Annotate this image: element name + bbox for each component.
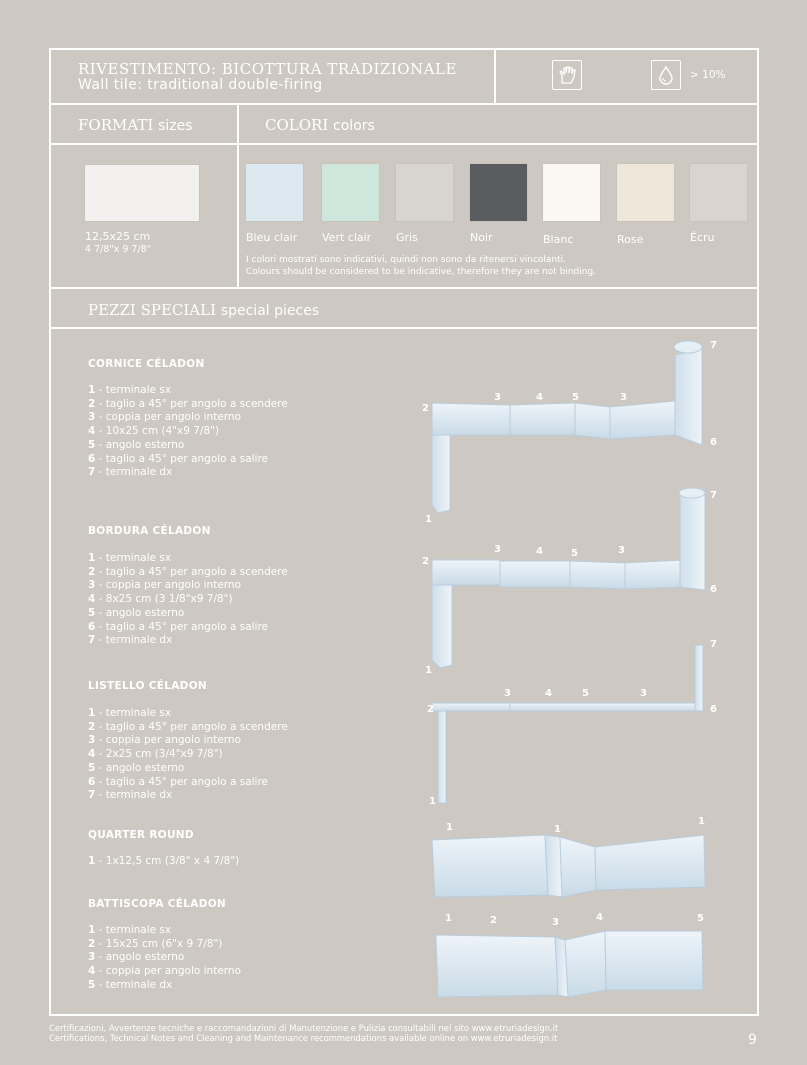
item-text: - coppia per angolo interno — [95, 579, 241, 592]
swatch-blanc — [543, 164, 600, 221]
formats-title-it: FORMATI — [78, 116, 154, 134]
page-subtitle: Wall tile: traditional double-firing — [78, 77, 323, 93]
item-text: - terminale dx — [95, 978, 173, 991]
item-number: 1 — [88, 552, 96, 564]
page-number: 9 — [748, 1032, 757, 1048]
footer-line-en: Certifications, Technical Notes and Cleaning and Maintenance recommendations available online on www.etruriadesign.it — [49, 1033, 558, 1043]
item-text: - terminale sx — [95, 552, 172, 564]
callout: 3 — [640, 688, 647, 699]
swatch-ecru — [690, 164, 747, 221]
item-text: - taglio a 45° per angolo a salire — [95, 775, 269, 788]
item-text: - terminale dx — [95, 466, 173, 479]
list-item — [88, 453, 288, 467]
divider — [49, 327, 759, 329]
list-item — [88, 762, 288, 776]
swatch-label: Gris — [396, 231, 418, 244]
callout: 1 — [554, 824, 561, 835]
list-item — [88, 924, 241, 938]
item-text: - taglio a 45° per angolo a salire — [95, 452, 269, 465]
group-list — [88, 707, 288, 803]
item-text: - terminale sx — [95, 924, 172, 936]
callout: 1 — [425, 665, 432, 676]
quarter-round-drawing — [432, 835, 705, 897]
format-tile — [85, 165, 199, 221]
list-item — [88, 707, 288, 721]
footer-note — [49, 1023, 558, 1043]
callout: 3 — [618, 545, 625, 556]
callout: 2 — [422, 556, 429, 567]
callout: 4 — [536, 392, 543, 403]
list-item — [88, 566, 288, 580]
divider — [49, 143, 759, 145]
item-number: 3 — [88, 951, 96, 964]
item-text: - coppia per angolo interno — [95, 965, 241, 978]
callout: 2 — [490, 915, 497, 926]
format-size-in: 4 7/8"x 9 7/8" — [85, 244, 152, 255]
item-number: 1 — [88, 707, 96, 719]
item-number: 2 — [88, 397, 96, 410]
item-number: 5 — [88, 978, 96, 991]
callout: 4 — [536, 546, 543, 557]
item-number: 4 — [88, 425, 96, 438]
listello-drawing — [432, 645, 703, 803]
battiscopa-drawing — [436, 931, 703, 997]
callout: 1 — [445, 913, 452, 924]
divider — [494, 48, 496, 104]
item-number: 2 — [88, 937, 96, 950]
item-number: 1 — [88, 384, 96, 396]
group-list — [88, 384, 288, 480]
divider — [237, 103, 239, 288]
frost-hand-icon — [552, 60, 582, 90]
item-number: 6 — [88, 775, 96, 788]
callout: 2 — [422, 403, 429, 414]
item-number: 6 — [88, 452, 96, 465]
list-item — [88, 979, 241, 993]
callout: 5 — [582, 688, 589, 699]
item-text: - 8x25 cm (3 1/8"x9 7/8") — [95, 593, 233, 606]
list-item — [88, 593, 288, 607]
callout: 3 — [494, 392, 501, 403]
callout: 7 — [710, 490, 717, 501]
pieces-illustration — [410, 335, 745, 1005]
item-number: 4 — [88, 748, 96, 761]
list-item — [88, 789, 288, 803]
divider — [49, 287, 759, 289]
swatch-label: Rose — [617, 233, 644, 246]
callout: 1 — [446, 822, 453, 833]
water-drop-icon — [651, 60, 681, 90]
item-text: - taglio a 45° per angolo a scendere — [95, 397, 288, 410]
list-item — [88, 398, 288, 412]
callout: 7 — [710, 340, 717, 351]
callout: 4 — [596, 912, 603, 923]
callout: 5 — [697, 913, 704, 924]
callout: 3 — [494, 544, 501, 555]
list-item — [88, 951, 241, 965]
callout: 6 — [710, 437, 717, 448]
item-number: 5 — [88, 761, 96, 774]
callout: 3 — [620, 392, 627, 403]
callout: 5 — [572, 392, 579, 403]
list-item — [88, 938, 241, 952]
item-text: - coppia per angolo interno — [95, 411, 241, 424]
group-list — [88, 855, 239, 869]
callout: 1 — [425, 514, 432, 525]
list-item — [88, 552, 288, 566]
item-text: - terminale dx — [95, 789, 173, 802]
callout: 3 — [504, 688, 511, 699]
item-text: - angolo esterno — [95, 761, 185, 774]
group-title: BORDURA CÉLADON — [88, 525, 211, 537]
list-item — [88, 855, 239, 869]
item-text: - 15x25 cm (6"x 9 7/8") — [95, 937, 223, 950]
item-number: 7 — [88, 634, 96, 647]
swatch-bleu-clair — [246, 164, 303, 221]
list-item — [88, 748, 288, 762]
swatch-rose — [617, 164, 674, 221]
item-number: 1 — [88, 855, 96, 867]
item-number: 4 — [88, 965, 96, 978]
color-note-en: Colours should be considered to be indicative, therefore they are not binding. — [246, 267, 597, 277]
swatch-gris — [396, 164, 453, 221]
item-text: - terminale sx — [95, 707, 172, 719]
item-text: - angolo esterno — [95, 438, 185, 451]
item-number: 5 — [88, 606, 96, 619]
formats-title-en: sizes — [158, 118, 193, 134]
list-item — [88, 384, 288, 398]
group-title: QUARTER ROUND — [88, 829, 194, 841]
format-size-cm: 12,5x25 cm — [85, 230, 151, 243]
special-title-en: special pieces — [220, 303, 320, 319]
group-list — [88, 924, 241, 993]
item-number: 2 — [88, 565, 96, 578]
list-item — [88, 425, 288, 439]
item-text: - taglio a 45° per angolo a scendere — [95, 720, 288, 733]
swatch-label: Blanc — [543, 233, 574, 246]
swatch-label: Vert clair — [322, 231, 372, 244]
item-text: - 2x25 cm (3/4"x9 7/8") — [95, 748, 223, 761]
item-number: 6 — [88, 620, 96, 633]
item-text: - angolo esterno — [95, 606, 185, 619]
formats-title — [78, 116, 193, 134]
color-note-it: I colori mostrati sono indicativi, quindi non sono da ritenersi vincolanti. — [246, 255, 567, 265]
group-title: LISTELLO CÉLADON — [88, 680, 208, 692]
swatch-noir — [470, 164, 527, 221]
callout: 3 — [552, 917, 559, 928]
list-item — [88, 466, 288, 480]
item-text: - terminale sx — [95, 384, 172, 396]
item-text: - terminale dx — [95, 634, 173, 647]
divider — [49, 103, 759, 105]
item-text: - taglio a 45° per angolo a scendere — [95, 565, 288, 578]
item-text: - angolo esterno — [95, 951, 185, 964]
item-text: - 10x25 cm (4"x9 7/8") — [95, 425, 220, 438]
item-number: 3 — [88, 734, 96, 747]
item-number: 3 — [88, 411, 96, 424]
item-text: - 1x12,5 cm (3/8" x 4 7/8") — [95, 855, 240, 867]
item-number: 7 — [88, 789, 96, 802]
cornice-drawing — [432, 341, 702, 513]
special-title — [88, 301, 319, 319]
list-item — [88, 439, 288, 453]
callout: 6 — [710, 704, 717, 715]
list-item — [88, 411, 288, 425]
special-title-it: PEZZI SPECIALI — [88, 301, 217, 319]
callout: 1 — [429, 796, 436, 807]
list-item — [88, 721, 288, 735]
page-title: RIVESTIMENTO: BICOTTURA TRADIZIONALE — [78, 60, 457, 78]
swatch-label: Écru — [690, 231, 715, 244]
callout: 4 — [545, 688, 552, 699]
color-note — [246, 254, 596, 278]
group-title: BATTISCOPA CÉLADON — [88, 898, 227, 910]
callout: 5 — [571, 548, 578, 559]
group-title: CORNICE CÉLADON — [88, 358, 205, 370]
colors-title-en: colors — [333, 118, 375, 134]
item-number: 5 — [88, 438, 96, 451]
list-item — [88, 965, 241, 979]
footer-line-it: Certificazioni, Avvertenze tecniche e raccomandazioni di Manutenzione e Pulizia consultabili nel sito www.etruriadesign.it — [49, 1023, 559, 1033]
item-number: 2 — [88, 720, 96, 733]
swatch-vert-clair — [322, 164, 379, 221]
item-number: 7 — [88, 466, 96, 479]
item-text: - taglio a 45° per angolo a salire — [95, 620, 269, 633]
absorption-value: > 10% — [690, 69, 726, 81]
list-item — [88, 776, 288, 790]
item-text: - coppia per angolo interno — [95, 734, 241, 747]
group-list — [88, 552, 288, 648]
colors-title-it: COLORI — [265, 116, 329, 134]
callout: 6 — [710, 584, 717, 595]
list-item — [88, 621, 288, 635]
swatch-label: Noir — [470, 231, 493, 244]
bordura-drawing — [432, 488, 705, 668]
list-item — [88, 734, 288, 748]
item-number: 3 — [88, 579, 96, 592]
item-number: 1 — [88, 924, 96, 936]
callout: 2 — [427, 704, 434, 715]
callout: 7 — [710, 639, 717, 650]
item-number: 4 — [88, 593, 96, 606]
callout: 1 — [698, 816, 705, 827]
list-item — [88, 579, 288, 593]
colors-title — [265, 116, 375, 134]
list-item — [88, 634, 288, 648]
list-item — [88, 607, 288, 621]
swatch-label: Bleu clair — [246, 231, 298, 244]
